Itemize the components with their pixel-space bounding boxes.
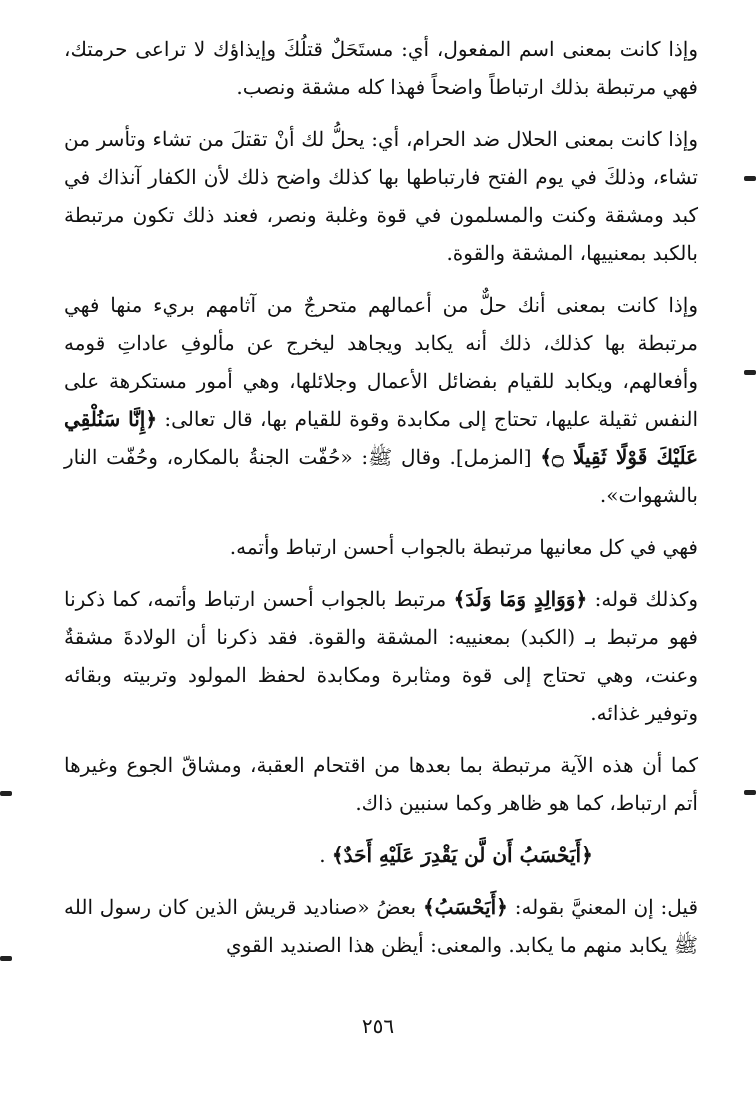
paragraph-text: قيل: إن المعنيَّ بقوله: xyxy=(514,895,699,919)
paragraph xyxy=(64,30,698,106)
paragraph-text: كما أن هذه الآية مرتبطة بما بعدها من اقتحام العقبة، ومشاقّ الجوع وغيرها أتم ارتباط، كما هو ظاهر وكما سنبين ذاك. xyxy=(64,753,698,815)
quran-ayah: ﴿أَيَحْسَبُ﴾ xyxy=(422,895,508,919)
page-number: ٢٥٦ xyxy=(361,1014,395,1038)
quran-ayah: ﴿وَوَالِدٍ وَمَا وَلَدَ﴾ xyxy=(453,587,588,611)
paragraph xyxy=(64,528,698,566)
paragraph xyxy=(64,580,698,732)
paragraph xyxy=(64,746,698,822)
paragraph-text: فهي في كل معانيها مرتبطة بالجواب أحسن ارتباط وأتمه. xyxy=(229,535,698,559)
paragraph-text: وإذا كانت بمعنى اسم المفعول، أي: مستَحَلٌ قتلُكَ وإيذاؤك لا تراعى حرمتك، فهي مرتبطة بذلك ارتباطاً واضحاً فهذا كله مشقة ونصب. xyxy=(64,37,698,99)
paragraph-text: وإذا كانت بمعنى أنك حلٌّ من أعمالهم متحرجٌ من آثامهم بريء منها فهي مرتبطة بها كذلك، ذلك أنه يكابد ويجاهد ليخرج عن مألوفِ عاداتِ قومه وأفعالهم، ويكابد للقيام بفضائل الأعمال وجلائلها، وهي أمور مستكرهة على النفس ثقيلة عليها، تحتاج إلى مكابدة وقوة للقيام بها، قال تعالى: xyxy=(64,293,699,431)
paragraph xyxy=(64,286,698,514)
ayah-heading xyxy=(64,836,698,874)
edge-mark xyxy=(744,790,756,795)
quran-ayah: ﴿إِنَّا سَنُلْقِي عَلَيْكَ قَوْلًا ثَقِيلًا ۝﴾ xyxy=(64,407,699,469)
paragraph-text: وإذا كانت بمعنى الحلال ضد الحرام، أي: يحلُّ لك أنْ تقتلَ من تشاء وتأسر من تشاء، وذلكَ في يوم الفتح فارتباطها بها كذلك واضح ذلك لأن الكفار آنذاك في كبد ومشقة وكنت والمسلمون في قوة وغلبة ونصر، فعند ذلك تكون مرتبطة بالكبد بمعنييها، المشقة والقوة. xyxy=(64,127,699,265)
quran-ayah: ﴿أَيَحْسَبُ أَن لَّن يَقْدِرَ عَلَيْهِ أَحَدٌ﴾ xyxy=(331,843,593,867)
edge-mark xyxy=(744,370,756,375)
paragraph xyxy=(64,888,698,964)
paragraph-text: مرتبط بالجواب أحسن ارتباط وأتمه، كما ذكرنا فهو مرتبط بـ (الكبد) بمعنييه: المشقة والقوة. فقد ذكرنا أن الولادةَ مشقةٌ وعنت، وهي تحتاج إلى قوة ومثابرة ومكابدة لحفظ المولود وتربيته وبقائه وتوفير غذائه. xyxy=(64,587,698,725)
paragraph xyxy=(64,120,698,272)
edge-mark xyxy=(744,176,756,181)
paragraph-text: وكذلك قوله: xyxy=(594,587,699,611)
edge-mark xyxy=(0,956,12,961)
paragraph-text: . xyxy=(319,843,326,867)
page-body xyxy=(64,30,698,978)
paragraph-text: [المزمل]. وقال ﷺ: «حُفّت الجنةُ بالمكاره، وحُفّت النار بالشهوات». xyxy=(64,445,698,507)
edge-mark xyxy=(0,791,12,796)
paragraph-text: بعضُ «صناديد قريش الذين كان رسول الله ﷺ يكابد منهم ما يكابد. والمعنى: أيظن هذا الصنديد القوي xyxy=(64,895,698,957)
